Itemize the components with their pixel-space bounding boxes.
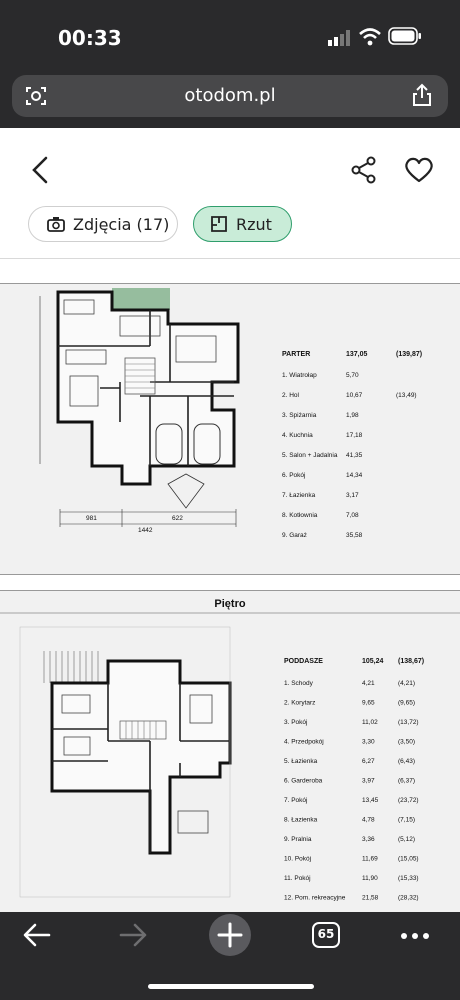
room-name: 2. Korytarz	[284, 699, 316, 707]
ground-floor-plan[interactable]	[0, 283, 460, 575]
room-alt: (9,65)	[398, 699, 415, 707]
legend-total: 137,05	[346, 351, 368, 358]
legend-total-upper: 105,24	[362, 658, 384, 665]
room-area: 7,08	[346, 512, 359, 519]
room-area: 3,36	[362, 836, 375, 843]
room-alt: (15,33)	[398, 875, 419, 882]
floor-plan-icon	[210, 215, 228, 233]
room-alt: (13,49)	[396, 392, 417, 399]
room-alt: (6,43)	[398, 758, 415, 765]
legend-heading: PARTER	[282, 351, 311, 358]
ground-floor-drawing	[0, 284, 460, 574]
tab-count-button[interactable]: 65	[312, 922, 340, 948]
back-arrow-icon[interactable]	[22, 922, 52, 948]
room-area: 4,78	[362, 816, 375, 824]
room-name: 7. Łazienka	[282, 492, 316, 499]
room-area: 3,97	[362, 777, 375, 785]
new-tab-icon[interactable]	[208, 913, 252, 957]
room-name: 6. Garderoba	[284, 777, 323, 785]
back-icon[interactable]	[30, 156, 52, 184]
battery-icon	[388, 27, 422, 45]
room-name: 8. Łazienka	[284, 816, 318, 824]
forward-arrow-icon[interactable]	[118, 922, 148, 948]
page-settings-icon[interactable]	[25, 85, 47, 107]
legend-total-alt: (139,87)	[396, 351, 423, 358]
room-area: 41,35	[346, 452, 363, 459]
signal-icon	[328, 30, 354, 46]
room-alt: (15,05)	[398, 855, 419, 863]
dim-label-1: 981	[86, 515, 97, 522]
upper-floor-plan[interactable]	[0, 590, 460, 913]
room-area: 17,18	[346, 432, 363, 439]
dim-label-0: 1442	[138, 527, 153, 534]
room-alt: (7,15)	[398, 816, 415, 824]
tab-floor-plan-label: Rzut	[236, 214, 272, 234]
room-name: 8. Kotłownia	[282, 512, 318, 519]
room-name: 10. Pokój	[284, 855, 312, 863]
dim-label-2: 622	[172, 515, 183, 522]
room-area: 21,58	[362, 894, 379, 902]
tab-photos-label: Zdjęcia (17)	[73, 214, 170, 234]
home-indicator	[148, 984, 314, 989]
url-text: otodom.pl	[184, 85, 276, 106]
address-bar[interactable]	[12, 75, 448, 117]
room-area: 13,45	[362, 797, 379, 804]
legend-heading-upper: PODDASZE	[284, 658, 323, 665]
room-name: 3. Spiżarnia	[282, 412, 317, 419]
room-area: 9,65	[362, 699, 375, 707]
room-area: 3,30	[362, 738, 375, 746]
camera-icon	[47, 216, 65, 232]
room-area: 11,02	[362, 719, 378, 726]
room-area: 10,67	[346, 392, 363, 399]
more-options-icon[interactable]	[400, 932, 430, 940]
share-listing-icon[interactable]	[350, 156, 378, 184]
room-name: 5. Łazienka	[284, 758, 318, 765]
room-name: 2. Hol	[282, 392, 299, 399]
room-name: 9. Pralnia	[284, 836, 312, 843]
share-icon[interactable]	[411, 83, 433, 107]
room-name: 4. Przedpokój	[284, 738, 324, 746]
room-area: 3,17	[346, 492, 359, 499]
room-area: 35,58	[346, 532, 363, 539]
room-area: 11,69	[362, 855, 378, 863]
room-alt: (4,21)	[398, 680, 415, 687]
room-area: 6,27	[362, 758, 375, 765]
room-area: 5,70	[346, 372, 359, 379]
room-area: 4,21	[362, 680, 375, 687]
room-alt: (13,72)	[398, 719, 419, 726]
upper-floor-drawing	[0, 591, 460, 913]
room-alt: (5,12)	[398, 836, 415, 843]
room-name: 1. Wiatrołap	[282, 372, 317, 379]
room-area: 1,98	[346, 412, 359, 419]
tab-floor-plan[interactable]	[193, 206, 292, 242]
wifi-icon	[359, 28, 381, 46]
tab-photos[interactable]	[28, 206, 178, 242]
legend-total-alt-upper: (138,67)	[398, 658, 425, 665]
room-area: 14,34	[346, 472, 363, 479]
upper-floor-title: Piętro	[214, 598, 246, 610]
room-name: 4. Kuchnia	[282, 432, 313, 439]
room-name: 11. Pokój	[284, 875, 311, 882]
room-alt: (28,32)	[398, 894, 419, 902]
heart-icon[interactable]	[404, 157, 434, 183]
room-name: 5. Salon + Jadalnia	[282, 452, 338, 459]
room-name: 6. Pokój	[282, 472, 306, 479]
room-alt: (6,37)	[398, 777, 415, 785]
room-area: 11,90	[362, 875, 378, 882]
room-name: 3. Pokój	[284, 719, 308, 726]
room-alt: (23,72)	[398, 797, 419, 804]
room-name: 9. Garaż	[282, 532, 307, 539]
room-name: 7. Pokój	[284, 797, 308, 804]
status-time: 00:33	[58, 26, 122, 50]
header-divider	[0, 258, 460, 259]
room-name: 1. Schody	[284, 680, 313, 687]
room-alt: (3,50)	[398, 738, 415, 746]
room-name: 12. Pom. rekreacyjne	[284, 894, 346, 902]
